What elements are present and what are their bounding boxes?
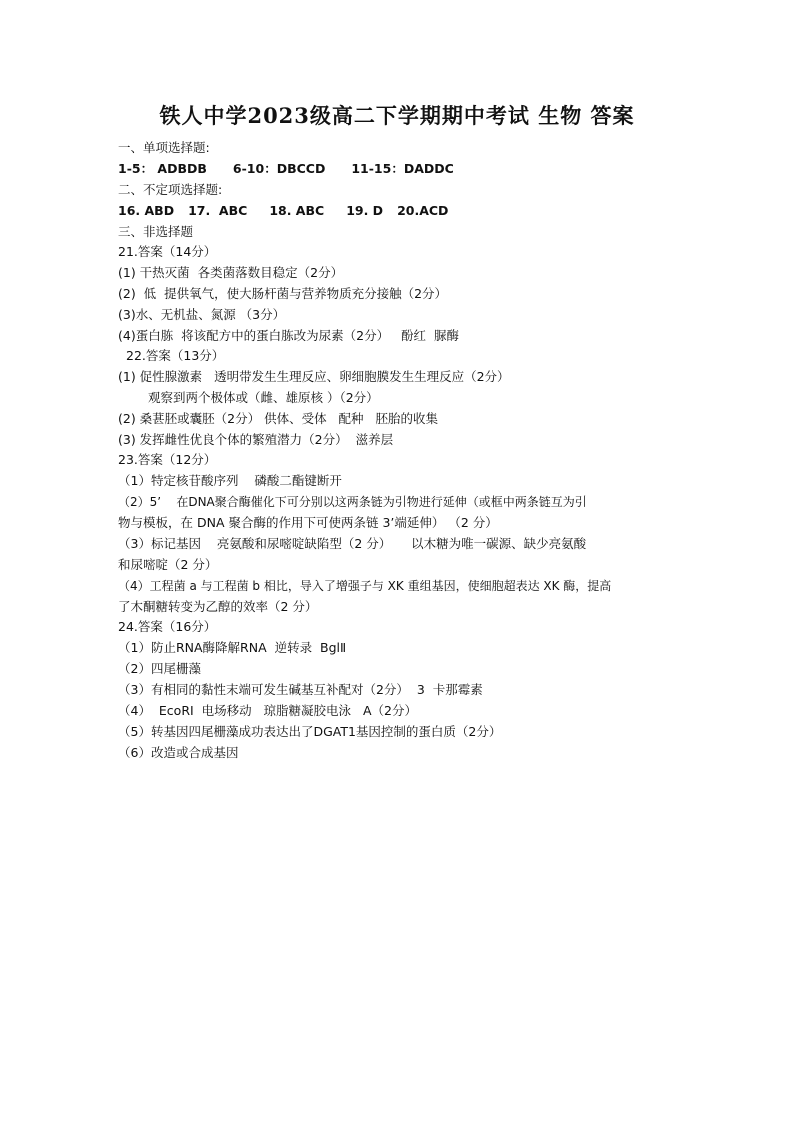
answer-18: 18. ABC <box>269 203 325 218</box>
q24-line-4: （4） EcoRI 电场移动 琼脂糖凝胶电泳 A（2分） <box>118 703 417 718</box>
q22-line-3: (2) 桑葚胚或囊胚（2分） 供体、受体 配种 胚胎的收集 <box>118 411 438 426</box>
answer-row-multi-choice <box>118 203 448 219</box>
answer-17: 17. ABC <box>188 203 248 218</box>
q21-line-4: (4)蛋白胨 将该配方中的蛋白胨改为尿素（2分） 酚红 脲酶 <box>118 328 459 343</box>
q23-line-4: （3）标记基因 亮氨酸和尿嘧啶缺陷型（2 分） 以木糖为唯一碳源、缺少亮氨酸 <box>118 536 587 551</box>
answer-group-11-15: 11-15：DADDC <box>351 161 454 176</box>
q24-line-1: （1）防止RNA酶降解RNA 逆转录 BglⅡ <box>118 640 347 655</box>
answer-16: 16. ABD <box>118 203 175 218</box>
answer-19: 19. D <box>346 203 384 218</box>
q24-line-2: （2）四尾栅藻 <box>118 661 201 676</box>
q24-line-3: （3）有相同的黏性末端可发生碱基互补配对（2分） 3 卡那霉素 <box>118 682 483 697</box>
q22-line-2: 观察到两个极体或（雌、雄原核 ）（2分） <box>148 390 379 405</box>
q24-line-6: （6）改造或合成基因 <box>118 745 239 760</box>
q21-line-2: (2) 低 提供氧气，使大肠杆菌与营养物质充分接触（2分） <box>118 286 448 301</box>
q22-line-4: (3) 发挥雌性优良个体的繁殖潜力（2分） 滋养层 <box>118 432 394 447</box>
q22-heading: 22.答案（13分） <box>126 348 225 363</box>
page-title: 铁人中学2023级高二下学期期中考试 生物 答案 <box>159 103 635 128</box>
answer-20: 20.ACD <box>397 203 449 218</box>
q23-line-1: （1）特定核苷酸序列 磷酸二酯键断开 <box>118 473 342 488</box>
section-heading-non-choice: 三、非选择题 <box>118 224 194 239</box>
q23-line-5: 和尿嘧啶（2 分） <box>118 557 218 572</box>
q21-heading: 21.答案（14分） <box>118 244 217 259</box>
q22-line-1: (1) 促性腺激素 透明带发生生理反应、卵细胞膜发生生理反应（2分） <box>118 369 510 384</box>
section-heading-multi-choice: 二、不定项选择题: <box>118 182 223 197</box>
q24-heading: 24.答案（16分） <box>118 619 217 634</box>
answer-row-single-choice <box>118 161 454 177</box>
q21-line-1: (1) 干热灭菌 各类菌落数目稳定（2分） <box>118 265 344 280</box>
q23-line-3: 物与模板，在 DNA 聚合酶的作用下可使两条链 3’端延伸） （2 分） <box>118 515 498 530</box>
q24-line-5: （5）转基因四尾栅藻成功表达出了DGAT1基因控制的蛋白质（2分） <box>118 724 502 739</box>
q23-line-6: （4）工程菌 a 与工程菌 b 相比，导入了增强子与 XK 重组基因，使细胞超表达 XK 酶，提高 <box>118 579 612 593</box>
q23-line-2: （2）5’ 在DNA聚合酶催化下可分别以这两条链为引物进行延伸（或框中两条链互为引 <box>118 495 587 509</box>
answer-group-1-5: 1-5： ADBDB <box>118 161 207 176</box>
q23-line-7: 了木酮糖转变为乙醇的效率（2 分） <box>118 599 318 614</box>
q23-heading: 23.答案（12分） <box>118 452 217 467</box>
answer-group-6-10: 6-10：DBCCD <box>232 161 326 176</box>
section-heading-single-choice: 一、单项选择题: <box>118 140 210 155</box>
q21-line-3: (3)水、无机盐、氮源 （3分） <box>118 307 286 322</box>
